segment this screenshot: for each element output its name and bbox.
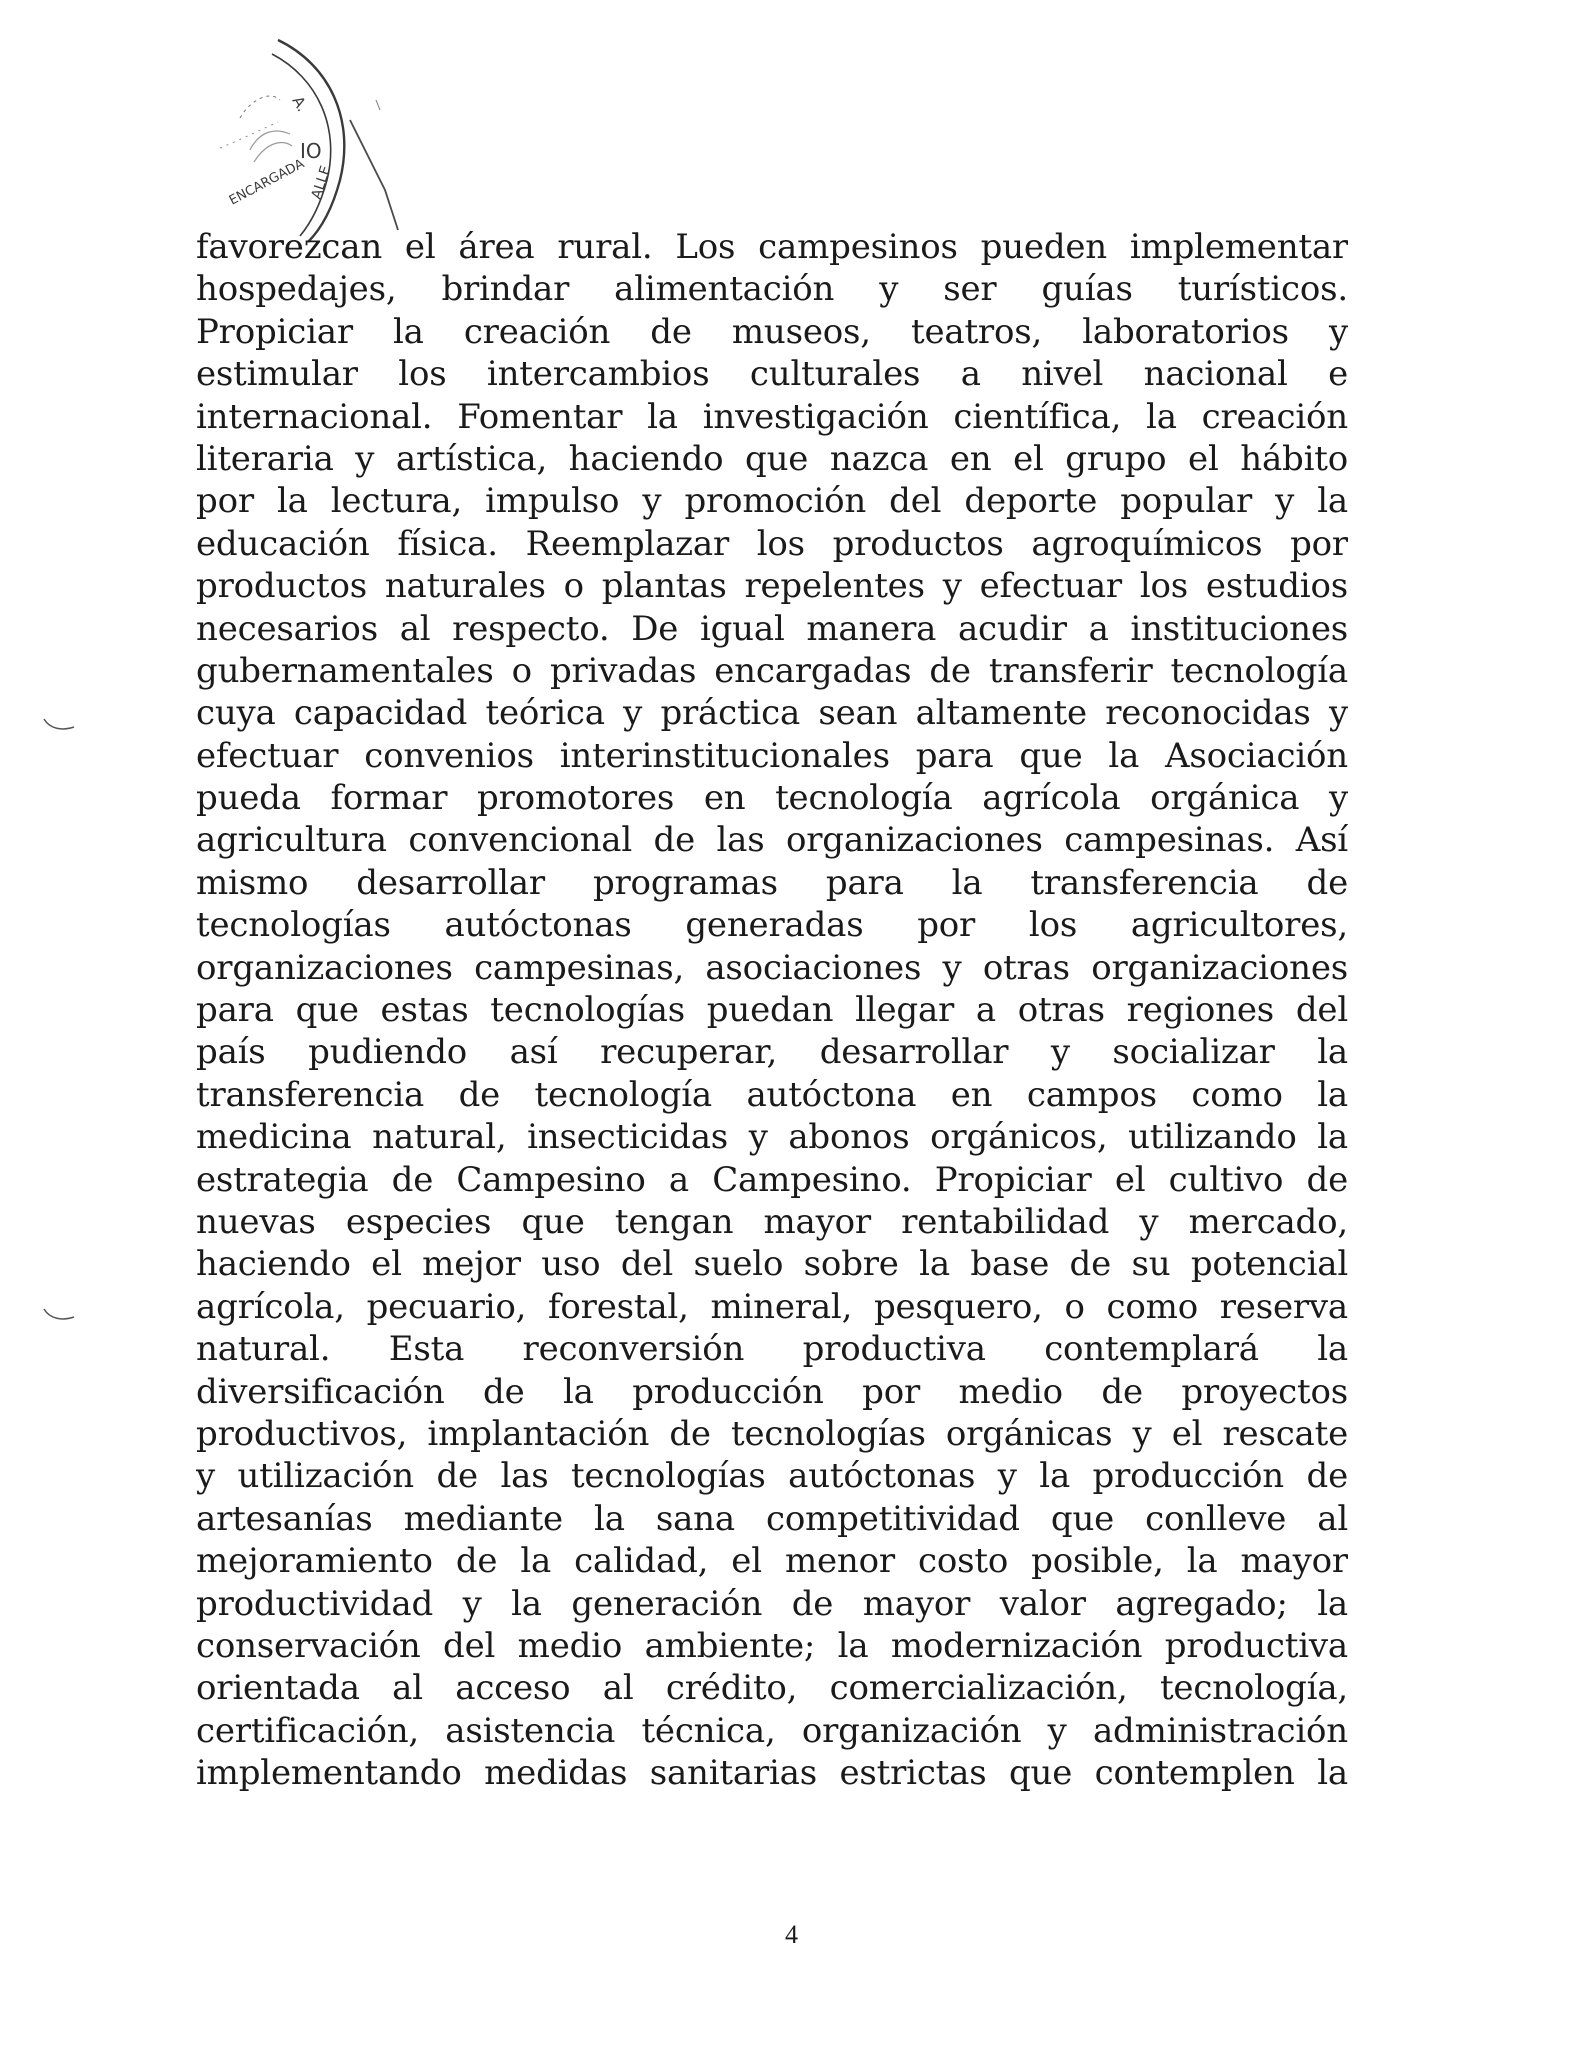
stamp-text-encargada: ENCARGADA [226,156,307,209]
text-line: agricultura convencional de las organizaciones campesinas. Así [196,820,1348,861]
stamp-text-a: A. [288,93,312,115]
text-line: efectuar convenios interinstitucionales para que la Asociación [196,735,1348,776]
text-line: para que estas tecnologías puedan llegar a otras regiones del [196,990,1348,1031]
text-line: estrategia de Campesino a Campesino. Propiciar el cultivo de [196,1159,1348,1200]
text-line: conservación del medio ambiente; la modernización productiva [196,1625,1348,1666]
text-line: pueda formar promotores en tecnología agrícola orgánica y [196,778,1348,819]
text-line: medicina natural, insecticidas y abonos orgánicos, utilizando la [196,1117,1348,1158]
text-line: mismo desarrollar programas para la transferencia de [196,862,1348,903]
page-number: 4 [785,1920,798,1949]
text-line: gubernamentales o privadas encargadas de transferir tecnología [196,650,1348,691]
text-line: por la lectura, impulso y promoción del deporte popular y la [196,481,1348,522]
text-line: mejoramiento de la calidad, el menor costo posible, la mayor [196,1541,1348,1582]
text-line: literaria y artística, haciendo que nazca en el grupo el hábito [196,438,1348,479]
text-line: tecnologías autóctonas generadas por los agricultores, [196,905,1348,946]
text-line: internacional. Fomentar la investigación científica, la creación [196,396,1348,437]
text-line: agrícola, pecuario, forestal, mineral, pesquero, o como reserva [196,1286,1348,1327]
text-line: productos naturales o plantas repelentes y efectuar los estudios [196,566,1348,607]
text-line: país pudiendo así recuperar, desarrollar y socializar la [196,1032,1348,1073]
text-line: cuya capacidad teórica y práctica sean altamente reconocidas y [196,693,1348,734]
body-paragraph [196,226,1348,1794]
text-line: transferencia de tecnología autóctona en campos como la [196,1074,1348,1115]
stamp-text-io: IO [300,139,322,163]
text-line: organizaciones campesinas, asociaciones y otras organizaciones [196,947,1348,988]
text-line: favorezcan el área rural. Los campesinos pueden implementar [196,227,1348,267]
text-line: haciendo el mejor uso del suelo sobre la base de su potencial [196,1244,1348,1285]
text-line: Propiciar la creación de museos, teatros, laboratorios y [196,311,1348,352]
text-line: certificación, asistencia técnica, organización y administración [196,1710,1348,1751]
text-line: estimular los intercambios culturales a nivel nacional e [196,354,1348,395]
text-line: educación física. Reemplazar los productos agroquímicos por [196,523,1348,564]
text-line: hospedajes, brindar alimentación y ser guías turísticos. [196,269,1348,310]
text-line: productivos, implantación de tecnologías orgánicas y el rescate [196,1413,1348,1454]
scan-mark [40,715,80,735]
stamp-text-alle: ALLE [308,163,335,202]
text-line: productividad y la generación de mayor valor agregado; la [196,1583,1348,1624]
text-line: y utilización de las tecnologías autóctonas y la producción de [196,1456,1348,1497]
text-line: implementando medidas sanitarias estrictas que contemplen la [196,1753,1348,1794]
text-line: orientada al acceso al crédito, comercialización, tecnología, [196,1668,1348,1709]
text-line: artesanías mediante la sana competitividad que conlleve al [196,1498,1348,1539]
text-line: necesarios al respecto. De igual manera acudir a instituciones [196,608,1348,649]
text-line: natural. Esta reconversión productiva contemplará la [196,1329,1348,1370]
text-line: nuevas especies que tengan mayor rentabilidad y mercado, [196,1201,1348,1242]
scan-mark [40,1305,80,1325]
text-line: diversificación de la producción por medio de proyectos [196,1371,1348,1412]
